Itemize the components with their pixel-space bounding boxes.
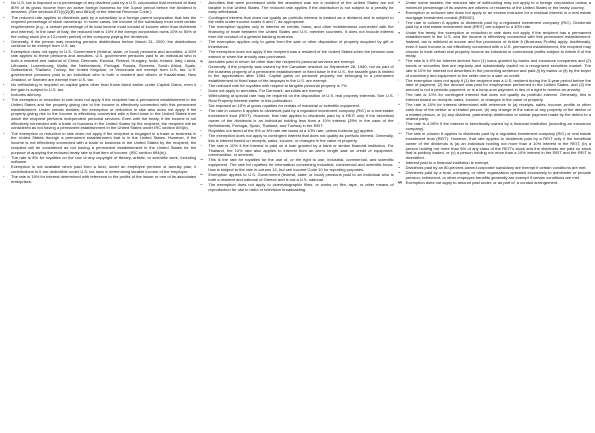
footnote-item [398,181,591,186]
footnote-text: The exemption does not apply to contingent interest that does not qualify as portfolio interest. Generally, this is interest based on receipts, sales, income, or changes in the value of property. [208,132,394,143]
footnote-marker: ᵍ [3,98,5,103]
footnote-marker: ᵗ [200,89,202,94]
footnote-text: Does not apply to annuities. For Denmark, annuities are exempt. [208,88,324,94]
footnote-item [200,50,393,59]
footnote-text: The rate is 15% for interest determined with reference to (a) receipts, sales, income, profits or other cash flow of the debtor or a related person, (b) any change in the value of any property of the debtor or a related person, or (c) any dividend, partnership distribution or similar payment made by the debtor to a related party. [405,102,591,122]
footnote-item [200,65,393,84]
footnote-marker: ᶠ [3,92,4,97]
footnote-item [3,175,196,184]
footnote-marker: ʲʲ [397,93,399,98]
footnote-text: No U.S. tax is imposed on a percentage of any dividend paid by a U.S. corporation that received at least 80% of its gross income from an active foreign business for the 3-year period before the dividend is declared. (See sections 871(i)(2)(B) and 881(d) of the Internal Revenue Code.) [11,1,197,15]
footnote-text: The rate is 15% for interest determined with reference to the profits of the issuer or one of its associated enterprises. [11,174,197,185]
footnote-text: Generally, if the property was owned by the Canadian resident on September 26, 1980, not as part of the business property of a permanent establishment or fixed base in the U.S., the taxable gain is limited to the appreciation after 1984. Capital gains on personal property not belonging to a permanent establishment or fixed base of the taxpayer in the U.S. are exempt. [208,63,394,84]
footnote-column-middle [200,1,393,433]
footnote-text: The rate in column 6 applies to dividends paid by a regulated investment company (RIC). Dividends paid by a real estate investment trust (REIT) are subject to a 30% rate. [405,19,591,30]
footnote-marker: ⁿ [200,25,202,30]
footnote-item [200,25,393,39]
footnote-text: Interest paid to a financial institution is exempt. [405,160,490,166]
footnote-marker: ᵏ [3,175,5,180]
footnote-marker: ᵘ [200,94,202,99]
footnote-marker: ᵇᵇ [200,172,203,177]
footnote-marker: ᑫ [200,59,203,64]
footnote-item [200,144,393,158]
footnote-item [200,1,393,15]
footnote-marker: ˡˡ [397,122,399,127]
footnote-text: The rate in column 6 applies to dividends paid by a regulated investment company (RIC) or a real estate investment trust (REIT). However, that rate applies to dividends paid by a REIT only if the beneficial owner of the dividends is an individual holding less than a 10% interest (25% in the case of the Netherlands, Portugal, Spain, Thailand, and Tunisia) in the REIT. [208,108,394,128]
footnote-marker: ᵒᵒ [397,166,401,171]
footnote-marker: ˢ [200,84,202,89]
footnote-text: Exemption applies to U.S. Government (federal, state, or local) pensions paid to an individual who is both a resident and national of Greece and is not a U.S. national. [208,171,394,182]
footnote-text: No withholding is required on capital gains other than those listed earlier under Capital Gains, even if the gain is subject to U.S. tax. [11,82,197,92]
footnote-item [3,50,196,83]
footnote-text: The rate is 4.9% for interest derived from (1) loans granted by banks and insurance companies and (2) bonds or securities that are regularly and substantially traded on a recognized securities market. The rate is 10% for interest not described in the preceding sentence and paid (i) by banks or (ii) by the buyer of machinery and equipment to the seller due to a sale on credit. [405,58,591,78]
footnote-text: Contingent interest that does not qualify as portfolio interest is treated as a dividend and is subject to the rates under income codes 6 and 7, as appropriate. [208,14,394,25]
footnote-text: Dividends paid by a trust, company, or other organization operated exclusively to administer or provide pension, retirement, or other employee benefits generally are exempt if certain conditions are met. [405,170,591,181]
footnote-item [398,59,591,78]
footnote-marker: ᵉᵉ [397,10,401,15]
footnote-text: Withholding at special rate may be required on the disposition of U.S. real property interests. See U.S. Real Property Interest earlier in this publication. [208,93,394,104]
footnote-marker: ᵈᵈ [397,1,401,5]
footnote-text: The exemption or reduction in rate does not apply if the recipient is engaged in a trade or business in the United States through a permanent establishment that is in the United States. However, if the income is not effectively connected with a trade or business in the United States by the recipient, the recipient will be considered as not having a permanent establishment in the United States for the purpose of applying the reduced treaty rate to that item of income. (IRC section 894(b)). [11,130,197,155]
footnote-text: Exemption or reduced rate does not apply to an excess inclusion for a residual interest in a real estate mortgage investment conduit (REMIC). [405,9,591,20]
footnote-marker: ᶜ [3,39,5,44]
footnote-text: Under some treaties, the reduced rate of withholding may not apply to a foreign corporation unless a minimum percentage of its owners are citizens or residents of the United States or the treaty country. [405,1,591,10]
footnote-text: The exemption does not apply to cinematographic films, or works on film, tape, or other means of reproduction for use in radio or television broadcasting. [208,181,394,192]
footnote-item [200,109,393,128]
footnote-text: Annuities paid in return for other than the recipient's personal services are exempt. [208,58,356,64]
footnote-marker: ʸ [200,133,202,138]
footnote-text: The reduced rate applies to dividends paid by a subsidiary to a foreign parent corporation that has the required percentage of stock ownership. In some cases, the income of the subsidiary must meet certain requirements (e.g., a certain percentage of its total income must consist of income other than dividends and interest). In the case of Italy, the reduced rate is 10% if the foreign corporation owns 10% to 50% of the voting stock (for a 12-month period) of the company paying the dividends. [11,14,197,39]
footnote-text: The exemption applies only to interest on credits, loans, and other indebtedness connected with the financing of trade between the United States and U.S. member countries. It does not include interest from the conduct of a general banking business. [208,24,394,39]
footnote-marker: ˣ [200,128,202,133]
footnote-text: This is the rate for royalties for the use of, or the right to use, industrial, commercial, and scientific equipment. The rate for royalties for information concerning industrial, commercial and scientific know-how is subject to the rate in column 12, but see income Code 10 for reporting purposes. [208,157,394,172]
footnote-item [398,132,591,160]
footnote-marker: ᵖᵖ [397,171,401,176]
footnote-text: The rate is 10% if the interest is paid on a loan granted by a bank or similar financial institution. For Thailand, the 10% rate also applies to interest from an arm's length sale on credit of equipment, merchandise, or services. [208,142,394,158]
footnote-text: Dividends paid by an 80-percent-owned corporate subsidiary are exempt if certain conditions are met. [405,165,587,171]
footnote-marker: ᵉ [3,83,5,88]
footnote-marker: ᵍᵍ [397,30,401,35]
footnote-item [3,1,196,15]
footnote-marker: ʰʰ [397,59,401,64]
footnote-marker: ᵛ [200,104,202,109]
footnote-marker: ᶜᶜ [200,182,203,187]
footnote-text: Exemption does not apply to amount paid under, or as part of, a conduit arrangement. [405,180,559,186]
footnote-marker: ʲ [3,165,4,170]
footnote-marker: ʳ [200,64,202,69]
footnote-marker: ᶠᶠ [397,20,400,25]
footnote-column-left [3,1,196,433]
footnote-item [200,173,393,182]
footnote-item [3,132,196,156]
footnote-item [3,98,196,131]
footnote-marker: ˡ [200,1,201,5]
footnote-marker: ᶻ [200,143,202,148]
footnote-marker: ᵈ [3,49,5,54]
footnote-item [398,21,591,30]
footnote-text: Annuities that were purchased while the annuitant was not a resident of the United States are not taxable in the United States. The reduced rate applies if the distribution is not subject to a penalty for early withdrawal. [208,1,394,15]
footnote-text: Includes alimony. [11,91,42,97]
footnote-item [398,11,591,20]
footnote-item [200,134,393,143]
footnote-text: Tax imposed on 15% of gross royalties for rentals of industrial or scientific equipment. [208,103,361,109]
footnote-text: Royalties not taxed at the 5% or 8% rate are taxed at a 10% rate, unless footnote (g) applies. [208,127,374,133]
footnote-item [398,103,591,122]
footnote-text: The reduced rate for royalties with respect to tangible personal property is 7%. [208,83,348,89]
footnote-text: Under the treaty, the exemption or reduction in rate does not apply if the recipient has a permanent establishment in the U.S. and the income is effectively connected with this permanent establishment. Instead, tax is withheld at source and the provisions of Article 8 (Business Profits) apply. Additionally, even if such income is not effectively connected with a U.S. permanent establishment, the recipient may choose to treat certain real property income as industrial or commercial profits subject to Article 8 of the treaty. [405,29,591,59]
footnote-text: Generally, if the person was receiving pension distributions before March 31, 2000, the distributions continue to be exempt from U.S. tax. [11,38,197,49]
footnote-text: The exemption does not apply if the recipient was a resident of the United States when the pension was earned or when the annuity was purchased. [208,48,394,59]
footnote-marker: ⁱ [3,155,4,160]
footnote-marker: ᵃ [3,1,5,5]
footnote-marker: ᵖ [200,49,202,54]
footnote-marker: ⁿⁿ [397,161,401,166]
footnote-marker: ʷ [200,109,202,114]
footnote-text: The exemption does not apply if (1) the recipient was a U.S. resident during the 5-year period before the date of payment, (2) the amount was paid for employment performed in the United States, and (3) the amount is not a periodic payment, or is a lump-sum payment in lieu of a right to receive an annuity. [405,77,591,93]
footnote-text: The rate in column 6 applies to dividends paid by a regulated investment company (RIC) or real estate investment trust (REIT). However, that rate applies to dividends paid by a REIT only if the beneficial owner of the dividends is (a) an individual holding not more than a 10% interest in the REIT, (b) a person holding not more than 5% of any class of the REIT's stock and the dividends are paid on stock that is publicly traded, or (c) a person holding not more than a 10% interest in the REIT and the REIT is diversified. [405,131,591,161]
footnote-marker: ᑫᑫ [397,181,402,186]
footnote-marker: ᵃᵃ [200,158,203,163]
footnote-item [200,158,393,172]
footnote-text: Exemption is not available when paid from a fund, under an employee pension or annuity plan, if contributions to it are deductible under U.S. tax laws in determining taxable income of the employer. [11,164,197,175]
footnote-text: The exemption or reduction in rate does not apply if the recipient has a permanent establishment in the United States and the property giving rise to the income is effectively connected with this permanent establishment. Under certain treaties, the exemption or reduction in rate also does not apply if the property giving rise to the income is effectively connected with a fixed base in the United States from which the recipient performs independent personal services. Even with the treaty, if the income is not effectively connected with a trade or business in the United States by the recipient, the recipient will be considered as not having a permanent establishment in the United States under IRC section 894(b). [11,97,197,131]
footnote-column-right [398,1,591,433]
footnote-marker: ᵐ [200,15,203,20]
footnote-item [3,40,196,49]
footnote-item [3,16,196,40]
footnote-text: The rate is 10% for contingent interest that does not qualify as portfolio interest. Generally, this is interest based on receipts, sales, income, or changes in the value of property. [405,92,591,103]
footnote-marker: ᵇ [3,15,5,20]
footnote-marker: ᵒ [200,40,202,45]
footnote-item [398,31,591,59]
footnote-marker: ⁱⁱ [397,78,399,83]
footnote-item [398,79,591,93]
footnote-item [200,183,393,192]
footnote-text: The rate is 8% for royalties on the use of any copyright of literary, artistic, or scientific work, including software. [11,154,197,165]
footnote-marker: ᵏᵏ [397,103,400,108]
footnote-marker: ʰ [3,131,5,136]
footnote-text: The rate is 4.95% if the interest is beneficially owned by a financial institution (including an insurance company). [405,121,591,132]
footnote-text: The exemption applies only to gains from the sale or other disposition of property acquired by gift or inheritance. [208,39,394,49]
footnote-text: Exemption does not apply to U.S. Government (federal, state, or local) pensions and annuities; a 30% rate applies to these pensions and annuities. U.S. government pensions paid to an individual who is both a resident and national of China, Denmark, Estonia, Finland, Hungary, India, Ireland, Italy, Latvia, Lithuania, Luxembourg, Malta, the Netherlands, Portugal, Russia, Slovenia, South Africa, Spain, Switzerland, Thailand, Turkey, the United Kingdom, or Venezuela are exempt from U.S. tax. U.S. government pensions paid to an individual who is both a resident and citizen of Kazakhstan, New Zealand, or Sweden are exempt from U.S. tax. [11,48,197,82]
footnote-marker: ᵐᵐ [397,132,402,137]
